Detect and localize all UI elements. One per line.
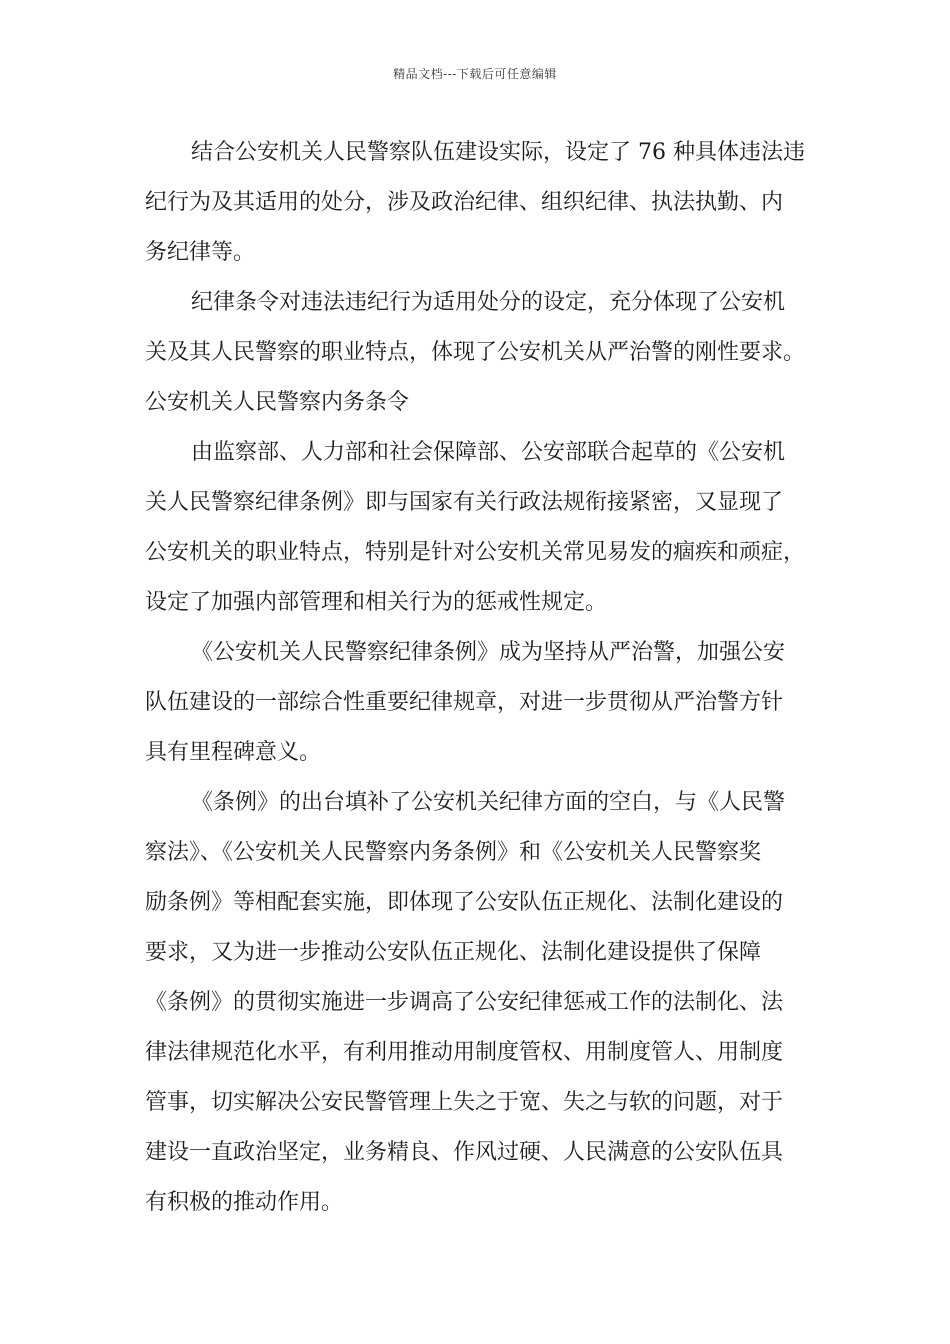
text-line: 具有里程碑意义。 — [145, 740, 322, 765]
text-line: 《条例》的出台填补了公安机关纪律方面的空白，与《人民警 — [191, 790, 786, 815]
text-line: 励条例》等相配套实施，即体现了公安队伍正规化、法制化建设的 — [145, 890, 784, 915]
text-line: 务纪律等。 — [145, 240, 256, 265]
text-line: 结合公安机关人民警察队伍建设实际，设定了 76 种具体违法违 — [191, 140, 805, 165]
document-body — [145, 128, 810, 1228]
text-line: 《条例》的贯彻实施进一步调高了公安纪律惩戒工作的法制化、法 — [145, 990, 784, 1015]
text-line: 律法律规范化水平，有利用推动用制度管权、用制度管人、用制度 — [145, 1040, 784, 1065]
text-line: 公安机关的职业特点，特别是针对公安机关常见易发的痼疾和顽症， — [145, 540, 806, 565]
text-line: 由监察部、人力部和社会保障部、公安部联合起草的《公安机 — [191, 440, 786, 465]
page-header: 精品文档---下载后可任意编辑 — [393, 67, 557, 81]
text-line: 有积极的推动作用。 — [145, 1190, 344, 1215]
text-line: 纪律条令对违法违纪行为适用处分的设定，充分体现了公安机 — [191, 290, 786, 315]
text-line: 关人民警察纪律条例》即与国家有关行政法规衔接紧密，又显现了 — [145, 490, 784, 515]
text-line: 要求，又为进一步推动公安队伍正规化、法制化建设提供了保障 — [145, 940, 762, 965]
text-line: 察法》、《公安机关人民警察内务条例》和《公安机关人民警察奖 — [145, 840, 762, 865]
text-line: 关及其人民警察的职业特点，体现了公安机关从严治警的刚性要求。 — [145, 340, 806, 365]
text-line: 管事，切实解决公安民警管理上失之于宽、失之与软的问题，对于 — [145, 1090, 784, 1115]
text-line: 设定了加强内部管理和相关行为的惩戒性规定。 — [145, 590, 608, 615]
text-line: 纪行为及其适用的处分，涉及政治纪律、组织纪律、执法执勤、内 — [145, 190, 784, 215]
text-line: 《公安机关人民警察纪律条例》成为坚持从严治警，加强公安 — [191, 640, 786, 665]
text-line: 建设一直政治坚定，业务精良、作风过硬、人民满意的公安队伍具 — [145, 1140, 784, 1165]
text-line: 队伍建设的一部综合性重要纪律规章，对进一步贯彻从严治警方针 — [145, 690, 784, 715]
section-heading: 公安机关人民警察内务条令 — [145, 390, 410, 415]
